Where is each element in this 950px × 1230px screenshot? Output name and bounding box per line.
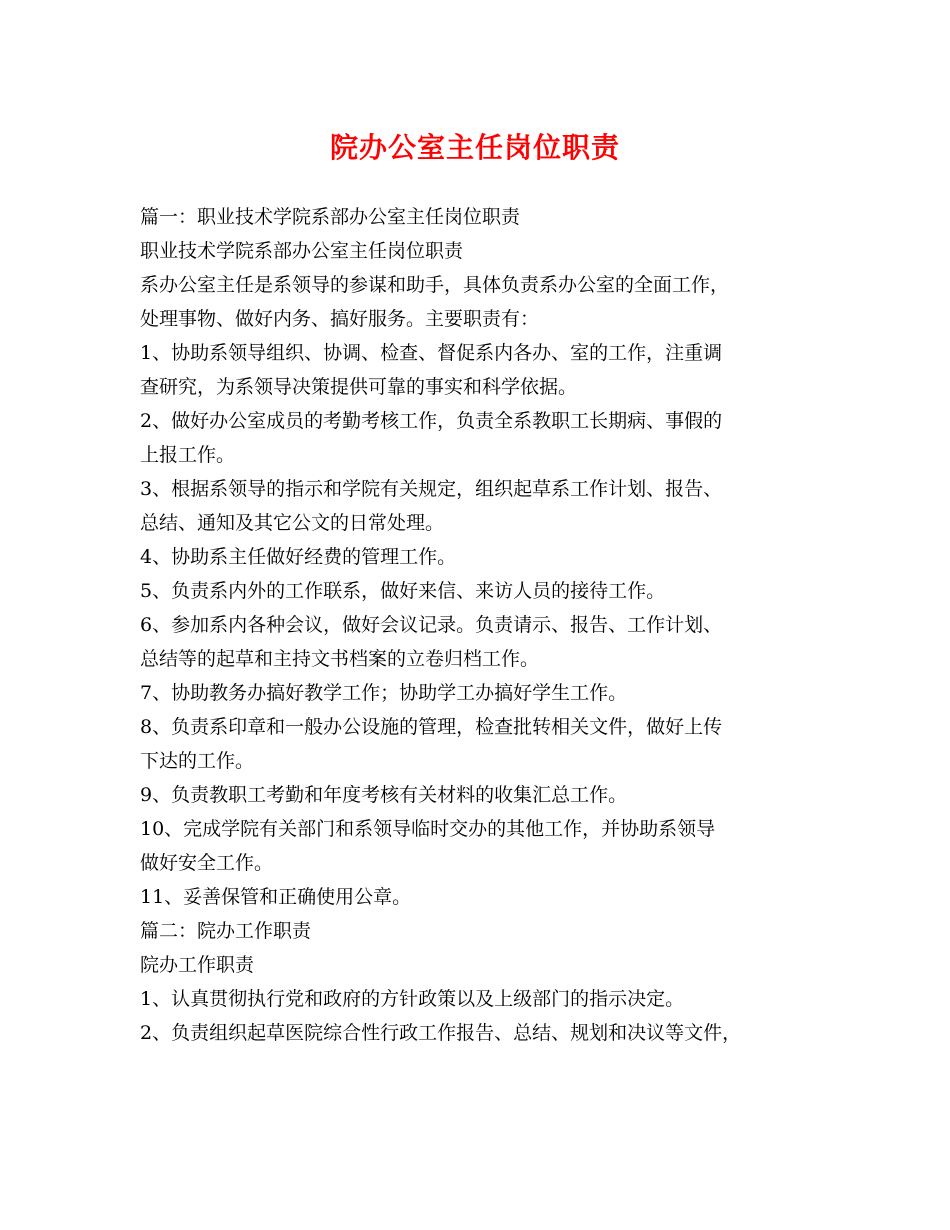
text-line: 下达的工作。 — [140, 750, 255, 772]
document-title: 院办公室主任岗位职责 — [329, 131, 620, 164]
text-line: 篇二：院办工作职责 — [140, 920, 312, 942]
text-line: 7、协助教务办搞好教学工作；协助学工办搞好学生工作。 — [140, 682, 628, 704]
text-line: 上报工作。 — [140, 444, 236, 466]
text-line: 查研究，为系领导决策提供可靠的事实和科学依据。 — [140, 376, 578, 398]
text-line: 做好安全工作。 — [140, 852, 274, 874]
text-line: 6、参加系内各种会议，做好会议记录。负责请示、报告、工作计划、 — [140, 614, 723, 636]
text-line: 总结等的起草和主持文书档案的立卷归档工作。 — [140, 648, 540, 670]
text-line: 院办工作职责 — [140, 954, 255, 976]
text-line: 9、负责教职工考勤和年度考核有关材料的收集汇总工作。 — [140, 784, 628, 806]
text-line: 10、完成学院有关部门和系领导临时交办的其他工作，并协助系领导 — [140, 818, 716, 840]
text-line: 处理事物、做好内务、搞好服务。主要职责有： — [140, 308, 540, 330]
text-line: 4、协助系主任做好经费的管理工作。 — [140, 546, 457, 568]
text-line: 总结、通知及其它公文的日常处理。 — [140, 512, 445, 534]
text-line: 系办公室主任是系领导的参谋和助手，具体负责系办公室的全面工作， — [140, 274, 730, 296]
text-line: 职业技术学院系部办公室主任岗位职责 — [140, 240, 464, 262]
text-line: 2、负责组织起草医院综合性行政工作报告、总结、规划和决议等文件， — [140, 1022, 742, 1044]
text-line: 5、负责系内外的工作联系，做好来信、来访人员的接待工作。 — [140, 580, 666, 602]
text-line: 11、妥善保管和正确使用公章。 — [140, 886, 412, 908]
text-line: 8、负责系印章和一般办公设施的管理，检查批转相关文件，做好上传 — [140, 716, 723, 738]
text-line: 1、协助系领导组织、协调、检查、督促系内各办、室的工作，注重调 — [140, 342, 723, 364]
text-line: 2、做好办公室成员的考勤考核工作，负责全系教职工长期病、事假的 — [140, 410, 723, 432]
document-body — [140, 200, 830, 1050]
text-line: 篇一：职业技术学院系部办公室主任岗位职责 — [140, 206, 521, 228]
text-line: 3、根据系领导的指示和学院有关规定，组织起草系工作计划、报告、 — [140, 478, 723, 500]
text-line: 1、认真贯彻执行党和政府的方针政策以及上级部门的指示决定。 — [140, 988, 685, 1010]
